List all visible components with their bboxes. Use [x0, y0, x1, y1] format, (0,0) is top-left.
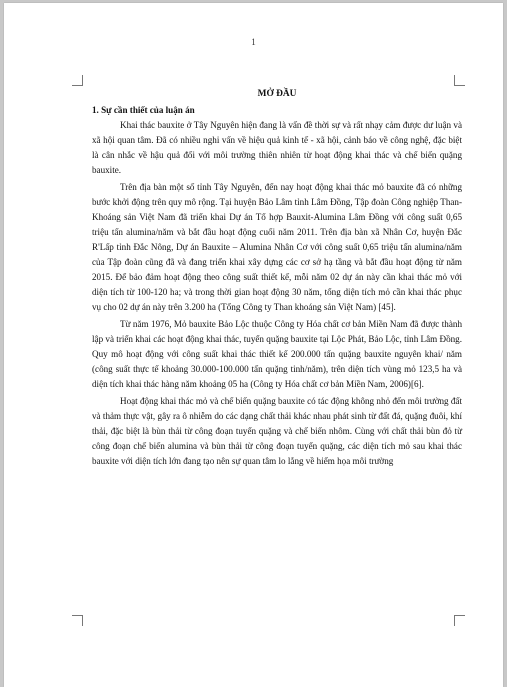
section-heading: 1. Sự cần thiết của luận án [92, 105, 195, 115]
crop-mark-bottom-left [72, 615, 83, 626]
document-title: MỞ ĐẦU [257, 89, 297, 99]
paragraph-4: Hoạt động khai thác mỏ và chế biến quặng bauxite có tác động không nhỏ đến môi trường đất và thảm thực vật, gây ra ô nhiễm do các dạng chất thải khác nhau phát sinh từ đất đá, quặng đuôi, khí thải, đặc biệt là bùn thải từ công đoạn tuyển quặng và chế biến nhôm. Cùng với chất thải bùn đỏ từ công đoạn chế biến alumina và bùn thải từ công đoạn tuyển quặng, các diện tích mỏ sau khai thác bauxite với diện tích lớn đang tạo nên sự quan tâm lo lắng về hiểm họa môi trường [92, 396, 462, 466]
crop-mark-top-left [72, 75, 83, 86]
crop-mark-bottom-right [454, 615, 465, 626]
document-page [4, 3, 503, 687]
paragraph-2: Trên địa bàn một số tỉnh Tây Nguyên, đến nay hoạt động khai thác mỏ bauxite đã có những bước khởi động trên quy mô rộng. Tại huyện Bảo Lâm tỉnh Lâm Đồng, Tập đoàn Công nghiệp Than- Khoáng sản Việt Nam đã triển khai Dự án Tổ hợp Bauxit-Alumina Lâm Đồng với công suất 0,65 triệu tấn alumina/năm và bắt đầu hoạt động cuối năm 2011. Trên địa bàn xã Nhân Cơ, huyện Đắc R'Lấp tỉnh Đắc Nông, Dự án Bauxite – Alumina Nhân Cơ với công suất 0,65 triệu tấn alumina/năm của Tập đoàn cũng đã và đang triển khai xây dựng các cơ sở hạ tầng và bắt đầu hoạt động từ năm 2015. Để bảo đảm hoạt động theo công suất thiết kế, mỗi năm 02 dự án này cần khai thác mỏ với diện tích từ 100-120 ha; và trong thời gian hoạt động 30 năm, tổng diện tích mỏ cần khai thác phục vụ cho 02 dự án này trên 3.200 ha (Tổng Công ty Than khoáng sản Việt Nam) [45]. [92, 182, 462, 312]
paragraph-1: Khai thác bauxite ở Tây Nguyên hiện đang là vấn đề thời sự và rất nhạy cảm được dư luận và xã hội quan tâm. Đã có nhiều nghi vấn về hiệu quả kinh tế - xã hội, cảnh báo về công nghệ, đặc biệt là cân nhắc về hậu quả đối với môi trường thiên nhiên từ hoạt động khai thác và chế biến quặng bauxite. [92, 120, 462, 175]
page-number: 1 [251, 37, 256, 47]
document-body [92, 85, 462, 471]
paragraph-3: Từ năm 1976, Mỏ bauxite Bảo Lộc thuộc Công ty Hóa chất cơ bản Miền Nam đã được thành lập và triển khai các hoạt động khai thác, tuyển quặng bauxite tại Lộc Phát, Bảo Lộc, tỉnh Lâm Đồng. Quy mô hoạt động với công suất khai thác thiết kế 200.000 tấn quặng bauxite nguyên khai/ năm (công suất thực tế khoảng 30.000-100.000 tấn quặng tinh/năm), trên diện tích vùng mỏ 123,5 ha và diện tích khai thác hàng năm khoảng 05 ha (Công ty Hóa chất cơ bản Miền Nam, 2006)[6]. [92, 319, 462, 389]
